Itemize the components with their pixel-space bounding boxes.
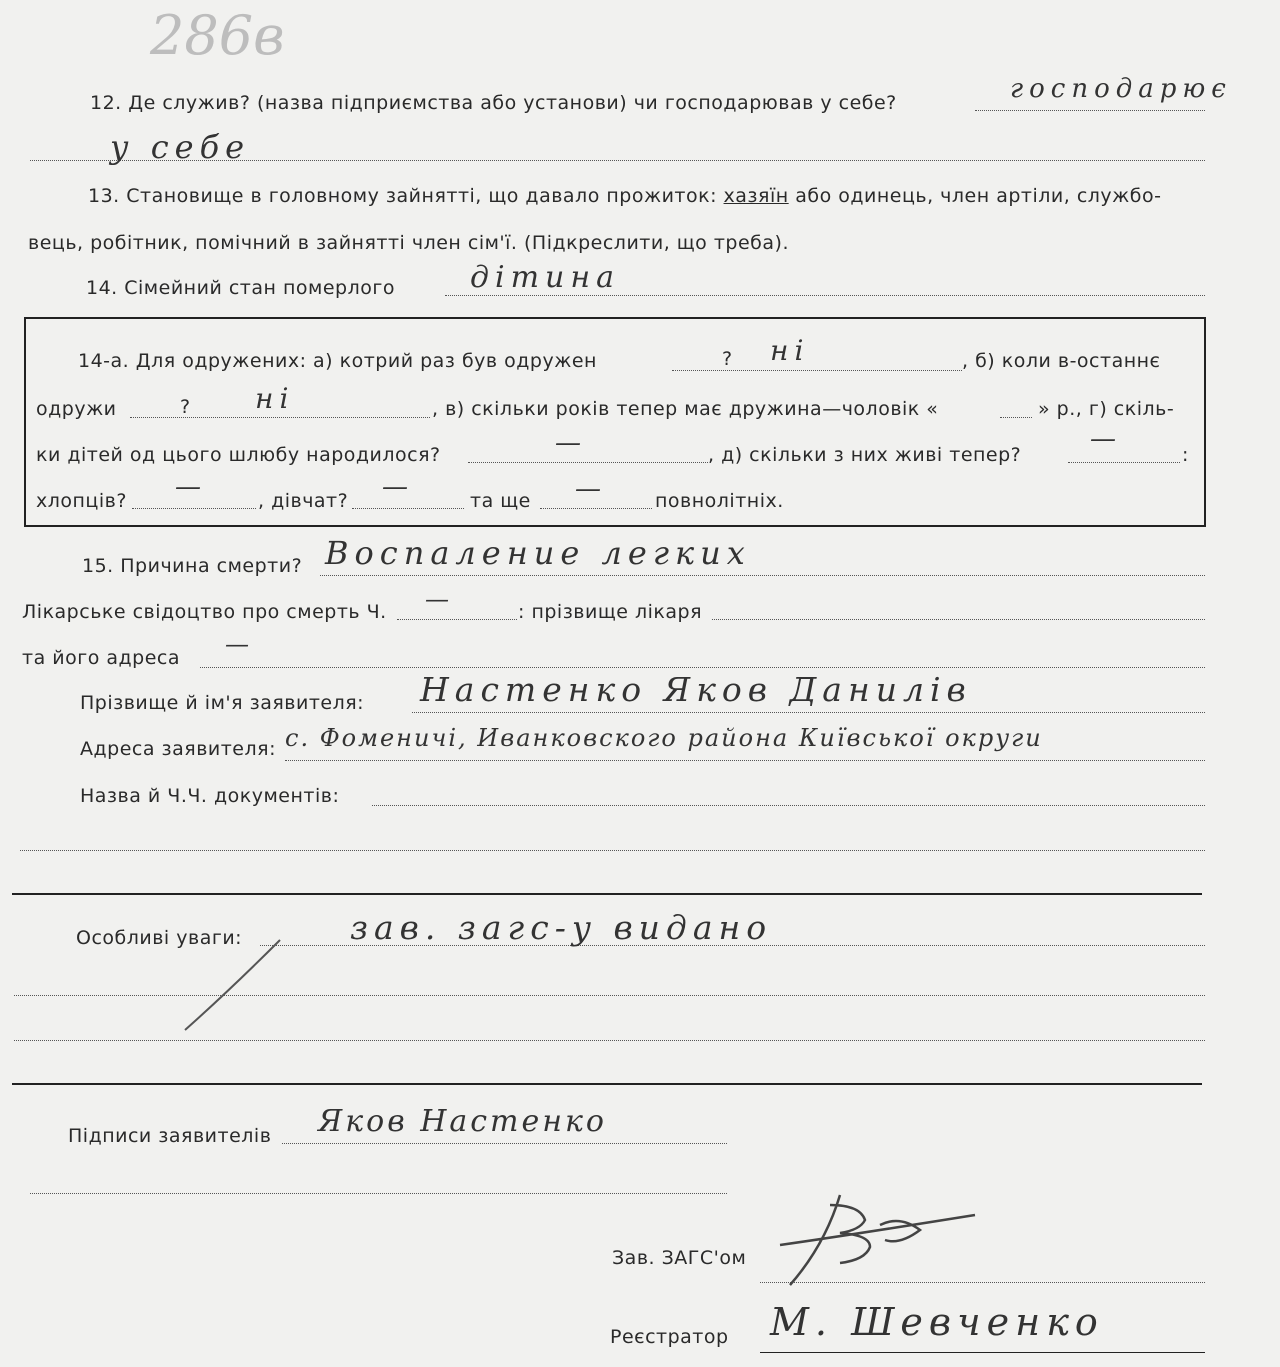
- q13-text-end: або одинець, член артіли, службо-: [795, 185, 1162, 207]
- med-address-dots: [200, 667, 1205, 668]
- documents-label: Назва й Ч.Ч. документів:: [80, 785, 340, 807]
- q14a-l3-dash2: —: [1090, 424, 1122, 454]
- med-label-b: : прізвище лікаря: [518, 601, 703, 623]
- q12-label: 12. Де служив? (назва підприємства або установи) чи господарював у себе?: [90, 92, 897, 114]
- notes-dots-3: [14, 1040, 1205, 1041]
- registrar-signature-line: [760, 1352, 1205, 1353]
- med-label-a: Лікарське свідоцтво про смерть Ч.: [22, 601, 387, 623]
- applicant-name-dots: [412, 712, 1205, 713]
- notes-stroke: [170, 930, 290, 1040]
- q12-answer-a: господарює: [1010, 74, 1232, 104]
- head-signature: [770, 1185, 980, 1295]
- q15-dotted-line: [320, 575, 1205, 576]
- q14a-l3-b: , д) скільки з них живі тепер?: [708, 444, 1022, 466]
- q14a-l4-dash3: —: [575, 474, 607, 504]
- q14a-l1-a: 14-а. Для одружених: а) котрий раз був одружен: [78, 350, 597, 372]
- q14a-l3-dots: [468, 462, 708, 463]
- q14-label: 14. Сімейний стан померлого: [86, 277, 395, 299]
- q14a-l2-q: ?: [180, 396, 191, 418]
- q14a-l3-dots2: [1068, 462, 1180, 463]
- documents-dots-2: [20, 850, 1205, 851]
- applicants-signature-dots: [282, 1143, 727, 1144]
- q14-dotted-line: [445, 295, 1205, 296]
- section-divider-2: [12, 1083, 1202, 1085]
- q14a-l2-b: , в) скільки років тепер має дружина—чоловік «: [432, 398, 939, 420]
- q14a-line1: [78, 350, 597, 372]
- q15-answer: Воспаление легких: [325, 534, 751, 572]
- registrar-label: Реєстратор: [610, 1326, 729, 1348]
- med-address-dash: —: [225, 630, 255, 658]
- q14a-l1-b: , б) коли в-останнє: [962, 350, 1161, 372]
- q14a-l4-b: , дівчат?: [258, 490, 349, 512]
- q14a-l4-c: та ще: [470, 490, 531, 512]
- q14a-l3-dash: —: [555, 428, 587, 458]
- q14a-l1-answer: ні: [770, 334, 810, 367]
- q14a-l1-q: ?: [722, 348, 733, 370]
- q14a-l2-c: » р., г) скіль-: [1038, 398, 1175, 420]
- notes-dots-2: [14, 995, 1205, 996]
- applicant-name-value: Настенко Яков Данилів: [420, 670, 972, 709]
- applicant-name-label: Прізвище й ім'я заявителя:: [80, 692, 365, 714]
- med-address-label: та його адреса: [22, 647, 180, 669]
- q13-line2: вець, робітник, помічний в зайнятті член сім'ї. (Підкреслити, що треба).: [28, 232, 789, 254]
- q14-answer: дітина: [470, 260, 621, 295]
- section-divider-1: [12, 893, 1202, 895]
- archive-number: 286в: [150, 4, 285, 67]
- q14a-l4-dash2: —: [382, 472, 414, 502]
- q14a-l2-dots2: [1000, 417, 1032, 418]
- q12-answer-b: у себе: [110, 128, 251, 166]
- q15-label: 15. Причина смерти?: [82, 555, 303, 577]
- applicants-signature-label: Підписи заявителів: [68, 1125, 272, 1147]
- notes-value: зав. загс-у видано: [350, 908, 773, 947]
- applicants-signature: Яков Настенко: [318, 1104, 607, 1139]
- med-number-dash: —: [425, 585, 455, 613]
- q14a-l2-a: одружи: [36, 398, 117, 420]
- q12-dotted-line: [975, 110, 1205, 111]
- q13-text: [88, 185, 1161, 207]
- q14a-l3-a: ки дітей од цього шлюбу народилося?: [36, 444, 441, 466]
- q14a-l4-dots2: [352, 508, 464, 509]
- applicants-signature-dots-2: [30, 1193, 727, 1194]
- q14a-l4-dash1: —: [175, 472, 207, 502]
- q14a-l4-dots1: [132, 508, 256, 509]
- head-label: Зав. ЗАГС'ом: [612, 1247, 747, 1269]
- q14a-l4-a: хлопців?: [36, 490, 127, 512]
- q14a-l1-dots: [672, 370, 962, 371]
- q14a-l3-c: :: [1182, 444, 1189, 466]
- med-number-dots: [397, 619, 517, 620]
- q13-underlined-option: хазяїн: [723, 185, 789, 207]
- q14a-l4-e: повнолітніх.: [655, 490, 784, 512]
- applicant-address-value: с. Фоменичі, Иванковского района Київської округи: [285, 724, 1043, 752]
- q14a-l4-dots3: [540, 508, 652, 509]
- q14a-l2-answer: ні: [255, 382, 295, 415]
- documents-dots: [372, 805, 1205, 806]
- registrar-signature: М. Шевченко: [770, 1300, 1104, 1344]
- applicant-address-label: Адреса заявителя:: [80, 738, 276, 760]
- q14a-l2-dots: [130, 417, 430, 418]
- applicant-address-dots: [285, 760, 1205, 761]
- notes-label: Особливі уваги:: [76, 927, 243, 949]
- med-doctor-dots: [712, 619, 1205, 620]
- q13-text-start: 13. Становище в головному зайнятті, що давало прожиток:: [88, 185, 717, 207]
